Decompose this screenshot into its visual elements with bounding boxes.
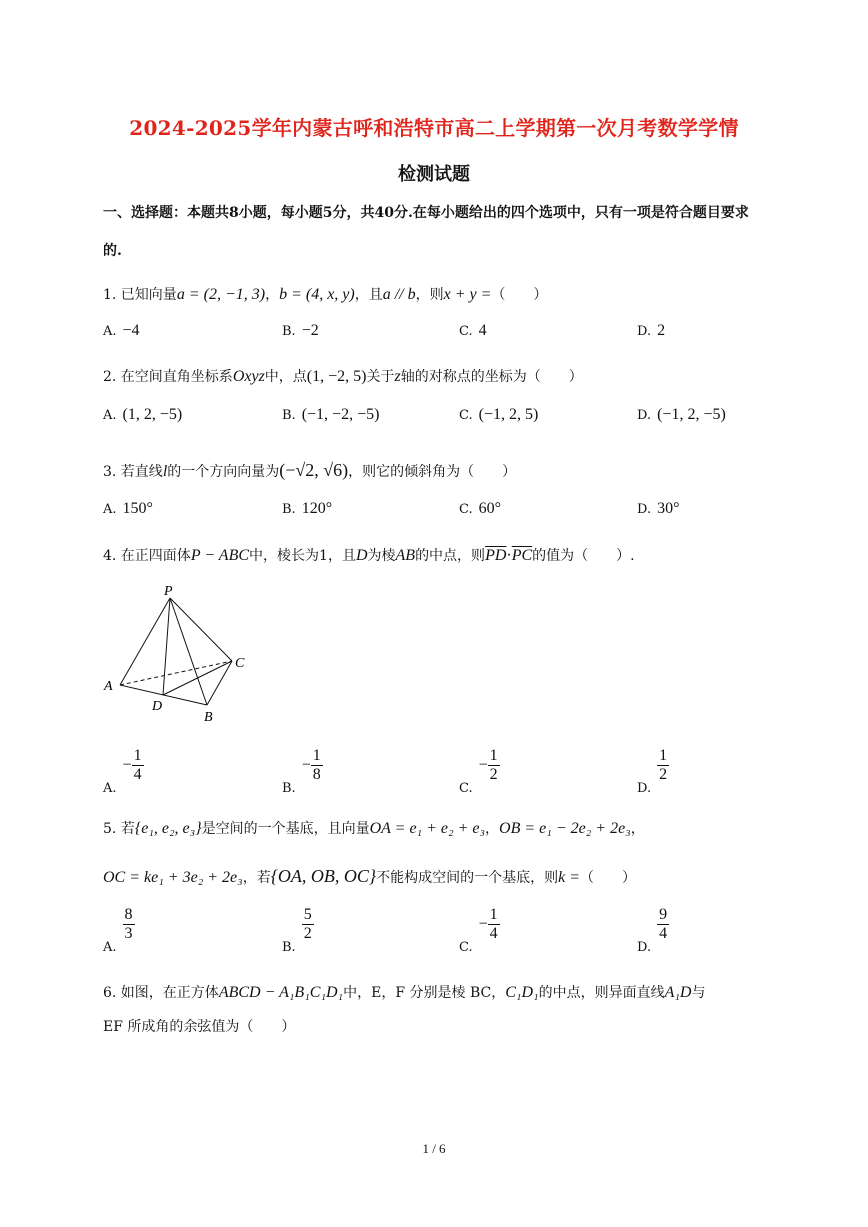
exam-title: 2024-2025学年内蒙古呼和浩特市高二上学期第一次月考数学学情 xyxy=(129,116,739,140)
q3-option-a[interactable]: A. 150° xyxy=(103,500,153,517)
vector-oa: OA = e₁ + e₂ + e₃ xyxy=(369,820,486,837)
question-6-cont: EF 所成角的余弦值为（ ） xyxy=(103,1019,296,1035)
q1-option-c[interactable]: C. 4 xyxy=(459,322,487,339)
label-b: B xyxy=(204,710,213,725)
q5-option-c[interactable]: C.− $\frac{1}{4}$ xyxy=(459,906,498,955)
q2-option-b[interactable]: B. (−1, −2, −5) xyxy=(282,406,380,423)
tetrahedron-figure xyxy=(100,583,260,728)
question-6: 6. 如图，在正方体ABCD − A₁B₁C₁D₁中，E，F 分别是棱 BC，C₁D₁的中点，则异面直线A₁D与 xyxy=(103,984,706,1001)
label-a: A xyxy=(104,679,113,694)
question-5-cont: OC = ke₁ + 3e₂ + 2e₃，若{OA, OB, OC}不能构成空间的一个基底，则k =（ ） xyxy=(103,866,637,886)
q1-option-b[interactable]: B. −2 xyxy=(282,322,319,339)
label-d: D xyxy=(152,699,163,714)
q4-option-b[interactable]: B.− $\frac{1}{8}$ xyxy=(282,747,321,796)
q2-option-d[interactable]: D. (−1, 2, −5) xyxy=(637,406,726,423)
page-number: 1 / 6 xyxy=(422,1141,446,1156)
q2-option-a[interactable]: A. (1, 2, −5) xyxy=(103,406,183,423)
parallel-condition: a // b xyxy=(382,286,416,303)
vector-oc: OC = ke₁ + 3e₂ + 2e₃ xyxy=(103,869,243,886)
sum-expression: x + y = xyxy=(443,286,492,303)
question-3: 3. 若直线l的一个方向向量为(−√2, √6)，则它的倾斜角为（ ） xyxy=(103,460,517,480)
question-1: 1. 已知向量a = (2, −1, 3)，b = (4, x, y)，且a // b，则x + y =（ ） xyxy=(103,286,548,303)
q3-option-c[interactable]: C. 60° xyxy=(459,500,502,517)
question-2: 2. 在空间直角坐标系Oxyz中，点(1, −2, 5)关于z轴的对称点的坐标为（ ） xyxy=(103,368,583,385)
q4-option-c[interactable]: C.− $\frac{1}{2}$ xyxy=(459,747,498,796)
vector-b: b = (4, x, y) xyxy=(279,286,355,303)
q4-option-a[interactable]: A.− $\frac{1}{4}$ xyxy=(103,747,142,796)
q1-option-a[interactable]: A. −4 xyxy=(103,322,140,339)
vector-ob: OB = e₁ − 2e₂ + 2e₃ xyxy=(499,820,631,837)
q5-option-d[interactable]: D. $\frac{9}{4}$ xyxy=(637,906,668,955)
vector-a: a = (2, −1, 3) xyxy=(176,286,266,303)
section-heading: 一、选择题：本题共8小题，每小题5分，共40分.在每小题给出的四个选项中，只有一项是符合题目要求的. xyxy=(103,205,749,259)
q3-option-d[interactable]: D. 30° xyxy=(637,500,680,517)
q3-option-b[interactable]: B. 120° xyxy=(282,500,333,517)
label-c: C xyxy=(235,656,245,671)
exam-subtitle: 检测试题 xyxy=(398,164,470,185)
q4-option-d[interactable]: D. $\frac{1}{2}$ xyxy=(637,747,668,796)
q2-option-c[interactable]: C. (−1, 2, 5) xyxy=(459,406,539,423)
q5-option-a[interactable]: A. $\frac{8}{3}$ xyxy=(103,906,133,955)
question-4: 4. 在正四面体P − ABC中，棱长为1，且D为棱AB的中点，则$\overline{PD}\cdot\overline{PC}$的值为（ ）. xyxy=(103,547,635,564)
q1-option-d[interactable]: D. 2 xyxy=(637,322,666,339)
question-5: 5. 若{e₁, e₂, e₃}是空间的一个基底，且向量OA = e₁ + e₂ + e₃，OB = e₁ − 2e₂ + 2e₃， xyxy=(103,820,645,837)
q5-option-b[interactable]: B. $\frac{5}{2}$ xyxy=(282,906,312,955)
direction-vector: (−√2, √6) xyxy=(279,460,349,480)
label-p: P xyxy=(164,584,173,599)
